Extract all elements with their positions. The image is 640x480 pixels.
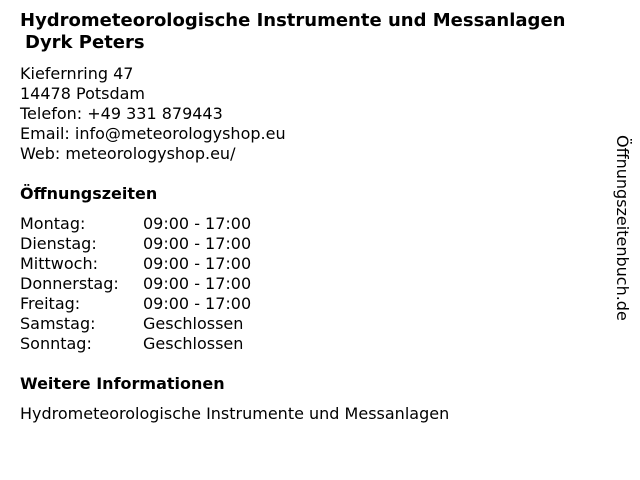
hours-time: 09:00 - 17:00 — [143, 294, 252, 313]
hours-day: Samstag: — [20, 314, 96, 333]
hours-row — [20, 234, 251, 254]
email-line: Email: info@meteorologyshop.eu — [20, 124, 286, 143]
hours-row — [20, 314, 251, 334]
further-info-text: Hydrometeorologische Instrumente und Messanlagen — [20, 404, 450, 423]
address-street: Kiefernring 47 — [20, 64, 134, 83]
hours-time: 09:00 - 17:00 — [143, 214, 252, 233]
business-name: Hydrometeorologische Instrumente und Messanlagen — [20, 10, 566, 31]
hours-day: Dienstag: — [20, 234, 97, 253]
web-line: Web: meteorologyshop.eu/ — [20, 144, 236, 163]
hours-day: Mittwoch: — [20, 254, 98, 273]
hours-row — [20, 274, 251, 294]
hours-row — [20, 214, 251, 234]
opening-hours-table — [20, 214, 251, 354]
hours-day: Donnerstag: — [20, 274, 119, 293]
further-info-heading: Weitere Informationen — [20, 374, 225, 393]
hours-day: Sonntag: — [20, 334, 92, 353]
business-owner: Dyrk Peters — [25, 32, 145, 53]
hours-row — [20, 294, 251, 314]
hours-time: 09:00 - 17:00 — [143, 234, 252, 253]
hours-time: 09:00 - 17:00 — [143, 274, 252, 293]
business-title — [20, 10, 630, 54]
hours-time: Geschlossen — [143, 314, 244, 333]
address-city: 14478 Potsdam — [20, 84, 146, 103]
hours-row — [20, 254, 251, 274]
hours-day: Freitag: — [20, 294, 81, 313]
hours-day: Montag: — [20, 214, 86, 233]
site-watermark-label: Öffnungszeitenbuch.de — [613, 135, 632, 321]
hours-row — [20, 334, 251, 354]
contact-block — [20, 64, 286, 164]
hours-time: 09:00 - 17:00 — [143, 254, 252, 273]
hours-time: Geschlossen — [143, 334, 244, 353]
phone-line: Telefon: +49 331 879443 — [20, 104, 223, 123]
opening-hours-heading: Öffnungszeiten — [20, 184, 158, 203]
